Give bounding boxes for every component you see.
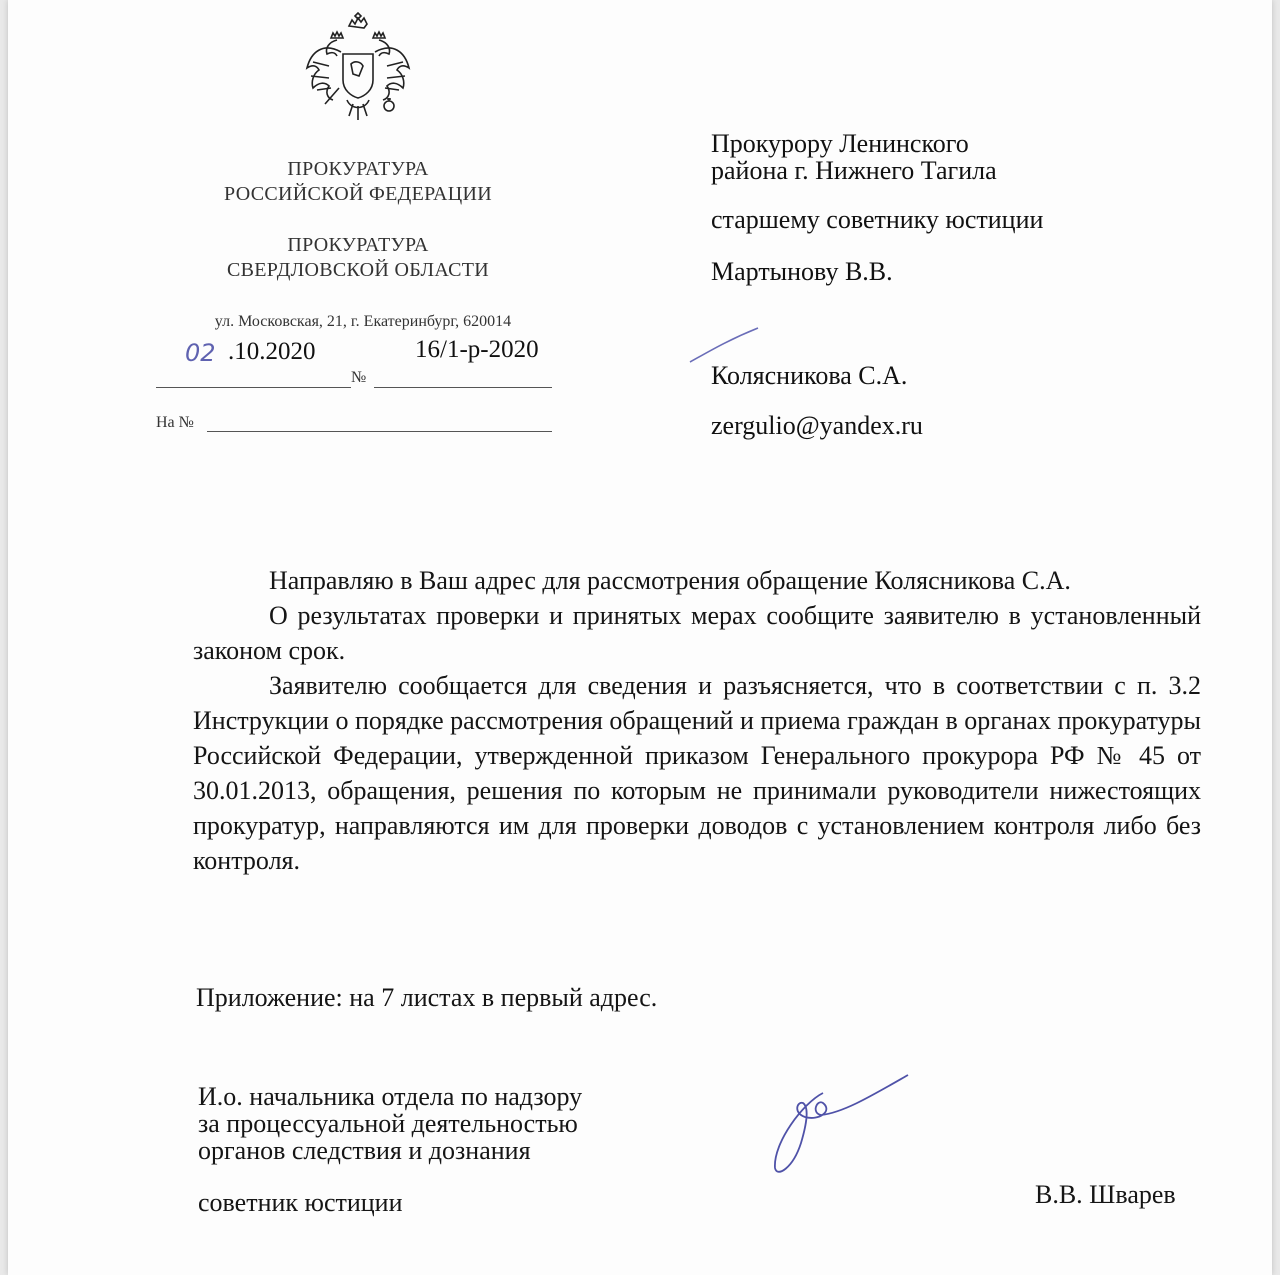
signer-position-line2: за процессуальной деятельностью bbox=[198, 1109, 578, 1138]
outgoing-number: 16/1-р-2020 bbox=[415, 336, 539, 363]
recipient-line2: района г. Нижнего Тагила bbox=[711, 156, 997, 185]
body-paragraph-3: Заявителю сообщается для сведения и разъясняется, что в соответствии с п. 3.2 Инструкции о порядке рассмотрения обращений и приема граждан в органах прокуратуры Российской Федерации, утвержденной приказом Генерального прокурора РФ № 45 от 30.01.2013, обращения, решения по которым не принимали руководители нижестоящих прокуратур, направляются им для проверки доводов с установлением контроля либо без контроля. bbox=[193, 671, 1201, 875]
signer-name: В.В. Шварев bbox=[1035, 1180, 1176, 1209]
cc-name: Колясникова С.А. bbox=[711, 361, 908, 390]
date-underline bbox=[156, 387, 351, 388]
org-name-federal-line2: РОССИЙСКОЙ ФЕДЕРАЦИИ bbox=[224, 183, 492, 205]
reply-to-label: На № bbox=[156, 414, 194, 431]
org-name-federal-line1: ПРОКУРАТУРА bbox=[287, 158, 429, 180]
org-name-regional-line1: ПРОКУРАТУРА bbox=[287, 234, 429, 256]
recipient-rank: старшему советнику юстиции bbox=[711, 205, 1044, 234]
letter-body bbox=[193, 563, 1201, 878]
recipient-name: Мартынову В.В. bbox=[711, 257, 893, 286]
org-name-regional-line2: СВЕРДЛОВСКОЙ ОБЛАСТИ bbox=[226, 259, 489, 281]
number-underline bbox=[374, 387, 552, 388]
org-name-federal bbox=[158, 157, 558, 207]
handwritten-mark-icon bbox=[688, 326, 760, 366]
signer-rank: советник юстиции bbox=[198, 1188, 403, 1217]
appendix-note: Приложение: на 7 листах в первый адрес. bbox=[196, 983, 658, 1012]
signer-position bbox=[198, 1083, 582, 1164]
recipient-line1: Прокурору Ленинского bbox=[711, 129, 969, 158]
date-day-handwritten: 02 bbox=[185, 339, 216, 367]
body-paragraph-1: Направляю в Ваш адрес для рассмотрения обращение Колясникова С.А. bbox=[269, 566, 1071, 595]
cc-email: zergulio@yandex.ru bbox=[711, 411, 923, 440]
date-value: .10.2020 bbox=[228, 338, 316, 365]
org-address: ул. Московская, 21, г. Екатеринбург, 620014 bbox=[214, 313, 512, 330]
number-symbol: № bbox=[351, 369, 367, 386]
double-headed-eagle-emblem-icon bbox=[303, 12, 413, 124]
letter-page bbox=[8, 0, 1272, 1275]
reply-to-underline bbox=[207, 431, 552, 432]
signer-position-line1: И.о. начальника отдела по надзору bbox=[198, 1082, 583, 1111]
org-name-regional bbox=[158, 233, 558, 283]
body-paragraph-2: О результатах проверки и принятых мерах сообщите заявителю в установленный законом срок. bbox=[193, 601, 1201, 665]
recipient-title bbox=[711, 130, 997, 184]
signer-position-line3: органов следствия и дознания bbox=[198, 1136, 531, 1165]
handwritten-signature-icon bbox=[763, 1073, 913, 1178]
